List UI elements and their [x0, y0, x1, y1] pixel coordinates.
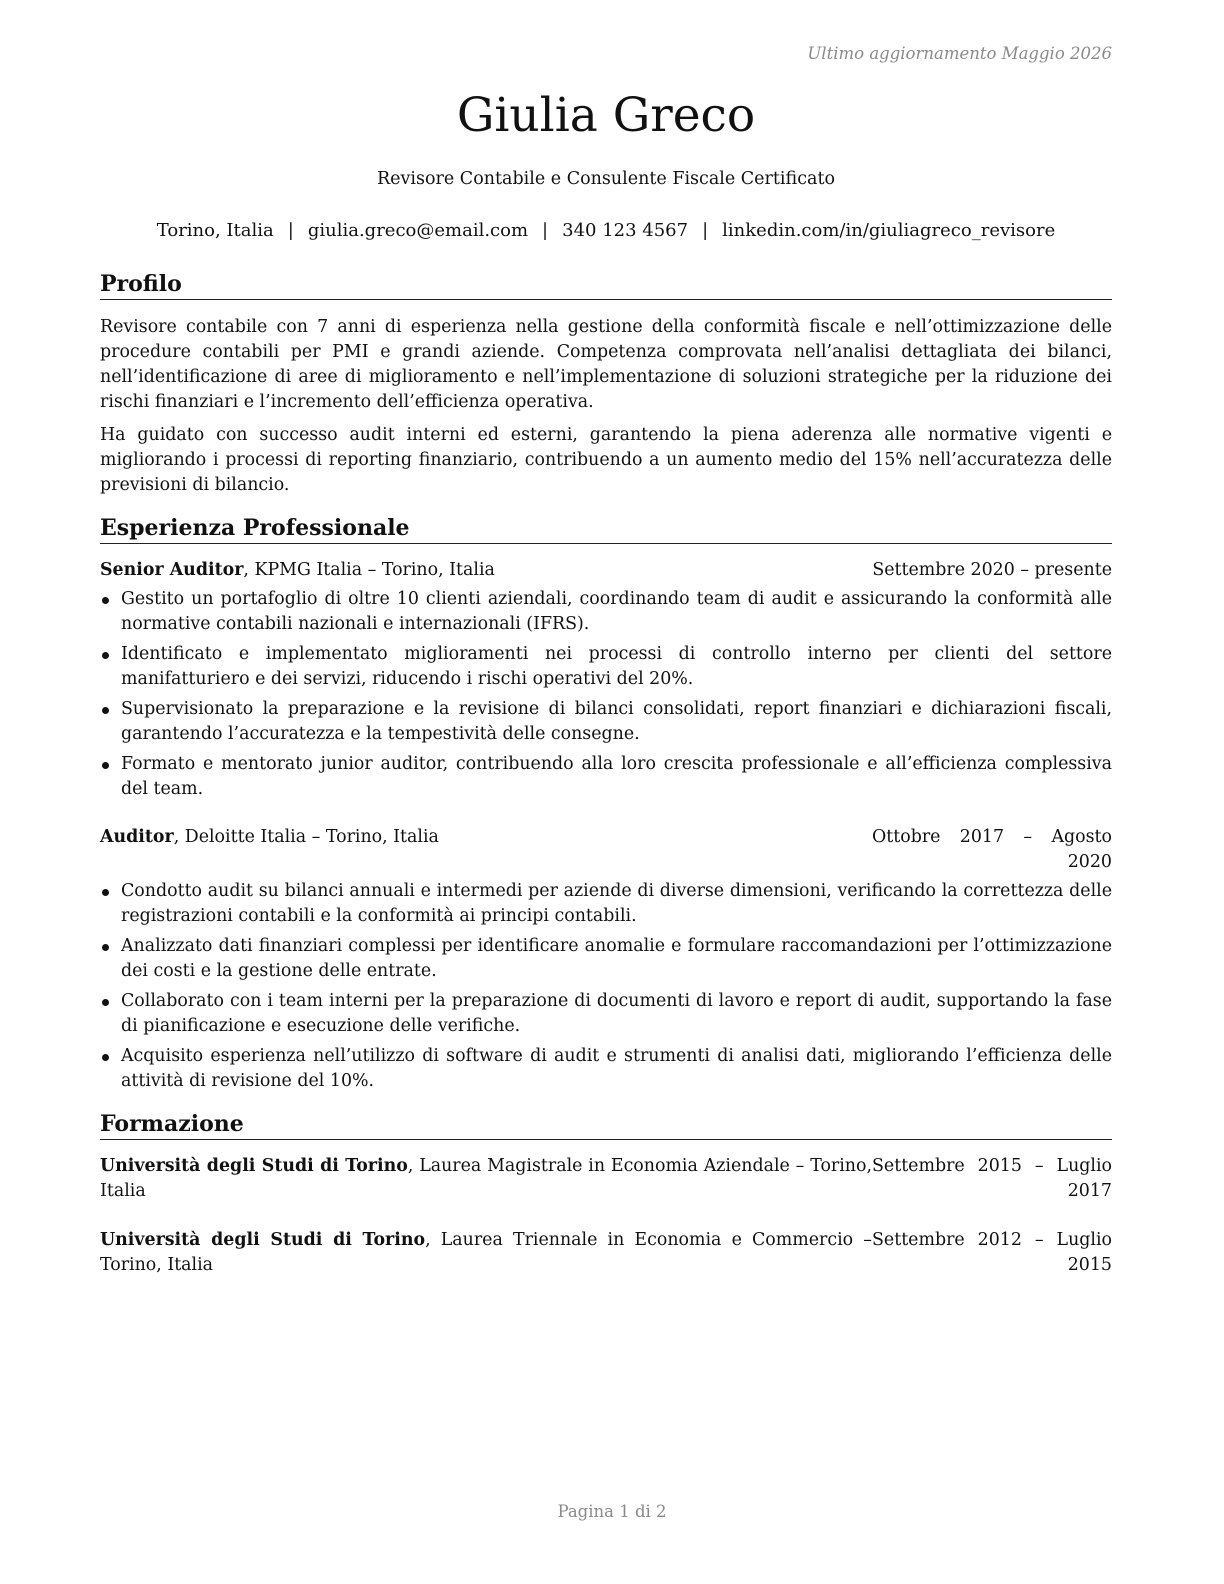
contact-email[interactable]: giulia.greco@email.com [307, 220, 529, 241]
education-dates: Settembre 2015 – Luglio 2017 [872, 1156, 1112, 1201]
job-entry [100, 558, 1112, 802]
job-header [100, 558, 1112, 583]
job-company: , KPMG Italia – Torino, Italia [243, 560, 495, 580]
list-item: Acquisito esperienza nell’utilizzo di software di audit e strumenti di analisi dati, migliorando l’efficienza delle attività di revisione del 10%. [100, 1044, 1112, 1094]
education-school: Università degli Studi di Torino [100, 1156, 408, 1176]
bullet-icon [102, 762, 109, 769]
job-role: Senior Auditor [100, 560, 244, 580]
bullet-icon [102, 1054, 109, 1061]
section-title-education: Formazione [100, 1110, 1112, 1140]
bullet-icon [102, 889, 109, 896]
education-degree: , Laurea Triennale in Economia e Commercio – Torino, Italia [100, 1230, 872, 1275]
list-item: Supervisionato la preparazione e la revisione di bilanci consolidati, report finanziari e dichiarazioni fiscali, garantendo l’accuratezza e la tempestività delle consegne. [100, 697, 1112, 747]
section-experience [100, 514, 1112, 1099]
list-item: Identificato e implementato miglioramenti nei processi di controllo interno per clienti del settore manifatturiero e dei servizi, riducendo i rischi operativi del 20%. [100, 642, 1112, 692]
profile-paragraph-2: Ha guidato con successo audit interni ed esterni, garantendo la piena aderenza alle normative vigenti e migliorando i processi di reporting finanziario, contribuendo a un aumento medio del 15% nell’accuratezza delle previsioni di bilancio. [100, 425, 1112, 495]
job-dates: Settembre 2020 – presente [872, 560, 1112, 580]
bullet-icon [102, 652, 109, 659]
education-degree: , Laurea Magistrale in Economia Aziendale – Torino, Italia [100, 1156, 872, 1201]
job-role: Auditor [100, 827, 174, 847]
page-number: Pagina 1 di 2 [557, 1502, 667, 1521]
education-school: Università degli Studi di Torino [100, 1230, 426, 1250]
candidate-title: Revisore Contabile e Consulente Fiscale Certificato [376, 169, 836, 189]
section-education [100, 1110, 1112, 1278]
contact-location: Torino, Italia [156, 220, 274, 241]
job-header [100, 825, 1112, 875]
contact-linkedin[interactable]: linkedin.com/in/giuliagreco_revisore [722, 220, 1056, 241]
bullet-icon [102, 597, 109, 604]
job-bullets [100, 587, 1112, 802]
job-dates: Ottobre 2017 – Agosto 2020 [872, 827, 1112, 872]
candidate-name: Giulia Greco [456, 88, 756, 143]
last-updated: Ultimo aggiornamento Maggio 2026 [807, 44, 1112, 63]
contact-line [100, 219, 1112, 243]
contact-separator: | [702, 220, 709, 241]
list-item: Condotto audit su bilanci annuali e intermedi per aziende di diverse dimensioni, verificando la correttezza delle registrazioni contabili e la conformità ai principi contabili. [100, 879, 1112, 929]
list-item: Gestito un portafoglio di oltre 10 clienti aziendali, coordinando team di audit e assicurando la conformità alle normative contabili nazionali e internazionali (IFRS). [100, 587, 1112, 637]
list-item: Collaborato con i team interni per la preparazione di documenti di lavoro e report di audit, supportando la fase di pianificazione e esecuzione delle verifiche. [100, 989, 1112, 1039]
education-entry [100, 1154, 1112, 1204]
bullet-icon [102, 944, 109, 951]
list-item: Formato e mentorato junior auditor, contribuendo alla loro crescita professionale e all’efficienza complessiva del team. [100, 752, 1112, 802]
job-bullets [100, 879, 1112, 1094]
bullet-icon [102, 999, 109, 1006]
education-entry [100, 1228, 1112, 1278]
section-profile [100, 270, 1112, 498]
section-title-experience: Esperienza Professionale [100, 514, 1112, 544]
education-dates: Settembre 2012 – Luglio 2015 [872, 1230, 1112, 1275]
section-title-profile: Profilo [100, 270, 1112, 300]
contact-phone[interactable]: 340 123 4567 [562, 220, 689, 241]
contact-separator: | [542, 220, 549, 241]
contact-separator: | [287, 220, 294, 241]
profile-paragraph-1: Revisore contabile con 7 anni di esperienza nella gestione della conformità fiscale e nell’ottimizzazione delle procedure contabili per PMI e grandi aziende. Competenza comprovata nell’analisi dettagliata dei bilanci, nell’identificazione di aree di miglioramento e nell’implementazione di soluzioni strategiche per la riduzione dei rischi finanziari e l’incremento dell’efficienza operativa. [100, 317, 1112, 412]
list-item: Analizzato dati finanziari complessi per identificare anomalie e formulare raccomandazioni per l’ottimizzazione dei costi e la gestione delle entrate. [100, 934, 1112, 984]
job-entry [100, 825, 1112, 1094]
job-company: , Deloitte Italia – Torino, Italia [173, 827, 439, 847]
bullet-icon [102, 707, 109, 714]
